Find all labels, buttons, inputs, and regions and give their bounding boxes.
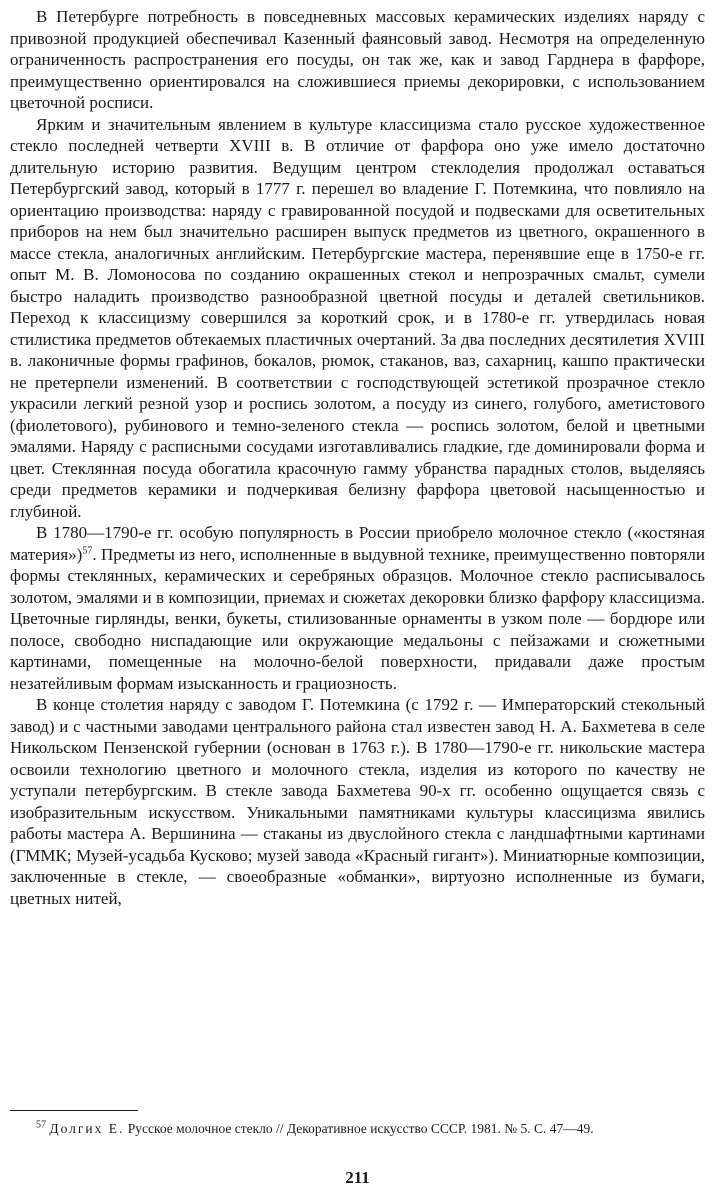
footnote-text: Русское молочное стекло // Декоративное искусство СССР. 1981. № 5. С. 47—49. [127,1121,594,1136]
footnote-divider [10,1110,138,1111]
page-number: 211 [345,1168,370,1187]
paragraph-3-start: В 1780—1790-е гг. особую популярность в России приобрело молочное стекло («костяная материя») [10,523,705,564]
footnote-number: 57 [36,1119,46,1131]
paragraph-1: В Петербурге потребность в повседневных массовых керамических изделиях наряду с привозной продукцией обеспечивал Казенный фаянсовый завод. Несмотря на определенную ограниченность распространения его посуды, он так же, как и завод Гарднера в фарфоре, преимущественно ориентировался на сложившиеся приемы декорировки, с использованием цветочной росписи. [10,7,705,112]
paragraph-4: В конце столетия наряду с заводом Г. Потемкина (с 1792 г. — Императорский стекольный завод) и с частными заводами центрального района стал известен завод Н. А. Бахметева в селе Никольском Пензенской губернии (основан в 1763 г.). В 1780—1790-е гг. никольские мастера освоили технологию цветного и молочного стекла, изделия из которого по качеству не уступали петербургским. В стекле завода Бахметева 90-х гг. особенно ощущается связь с изобразительным искусством. Уникальными памятниками культуры классицизма явились работы мастера А. Вершинина — стаканы из двуслойного стекла с ландшафтными картинами (ГММК; Музей-усадьба Кусково; музей завода «Красный гигант»). Миниатюрные композиции, заключенные в стекле, — своеобразные «обманки», виртуозно исполненные из бумаги, цветных нитей, [10,695,705,908]
footnote-author: Долгих Е. [49,1121,125,1136]
paragraph-3-rest: Предметы из него, исполненные в выдувной технике, преимущественно повторяли формы стеклянных, керамических и серебряных образцов. Молочное стекло расписывалось золотом, эмалями и в композиции, приемах и сюжетах декоровки близко фарфору классицизма. Цветочные гирлянды, венки, букеты, стилизованные орнаменты в узком поле — бордюре или полосе, свободно ниспадающие или окружающие медальоны с пейзажами и сюжетными картинами, помещенные на молочно-белой поверхности, придавали даже простым незатейливым формам изысканность и грациозность. [10,544,706,693]
body-text [10,6,705,909]
paragraph-3: В 1780—1790-е гг. особую популярность в России приобрело молочное стекло («костяная материя»)$^{57}$. Предметы из него, исполненные в выдувной технике, преимущественно повторяли формы стеклянных, керамических и серебряных образцов. Молочное стекло расписывалось золотом, эмалями и в композиции, приемах и сюжетах декоровки близко фарфору классицизма. Цветочные гирлянды, венки, букеты, стилизованные орнаменты в узком поле — бордюре или полосе, свободно ниспадающие или окружающие медальоны с пейзажами и сюжетными картинами, помещенные на молочно-белой поверхности, придавали даже простым незатейливым формам изысканность и грациозность. [10,523,706,693]
footnote [10,1120,705,1138]
paragraph-2: Ярким и значительным явлением в культуре классицизма стало русское художественное стекло последней четверти XVIII в. В отличие от фарфора оно уже имело достаточно длительную историю развития. Ведущим центром стеклоделия продолжал оставаться Петербургский завод, который в 1777 г. перешел во владение Г. Потемкина, что повлияло на ориентацию производства: наряду с гравированной посудой и подвесками для осветительных приборов на нем был значительно расширен выпуск предметов из цветного, окрашенного в массе стекла, аналогичных английским. Петербургские мастера, перенявшие еще в 1750-е гг. опыт М. В. Ломоносова по созданию окрашенных стекол и непрозрачных смальт, сумели быстро наладить производство разнообразной цветной посуды и деталей светильников. Переход к классицизму совершился за короткий срок, и в 1780-е гг. утвердилась новая стилистика предметов обтекаемых пластичных очертаний. За два последних десятилетия XVIII в. лаконичные формы графинов, бокалов, рюмок, стаканов, ваз, сахарниц, кашпо практически не претерпели изменений. В соответствии с господствующей эстетикой прозрачное стекло украсили легкий резной узор и роспись золотом, а посуду из синего, голубого, аметистового (фиолетового), рубинового и темно-зеленого стекла — роспись золотом, белой и цветными эмалями. Наряду с расписными сосудами изготавливались гладкие, где доминировали форма и цвет. Стеклянная посуда обогатила красочную гамму убранства парадных столов, выделяясь среди предметов керамики и подчеркивая белизну фарфора цветовой насыщенностью и глубиной. [10,114,705,521]
footnote-ref: 57 [82,544,93,556]
